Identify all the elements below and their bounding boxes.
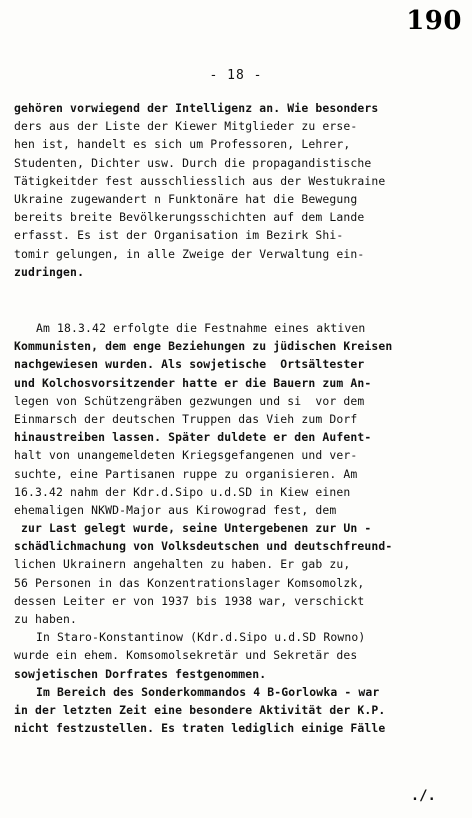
text-line: hinaustreiben lassen. Später duldete er den Aufent- xyxy=(14,430,372,445)
text-line: erfasst. Es ist der Organisation im Bezirk Shi- xyxy=(14,228,344,243)
text-line: Kommunisten, dem enge Beziehungen zu jüdischen Kreisen xyxy=(14,339,393,354)
archive-page-number: 190 xyxy=(406,6,462,36)
text-line: wurde ein ehem. Komsomolsekretär und Sekretär des xyxy=(14,648,358,663)
text-line: ders aus der Liste der Kiewer Mitglieder zu erse- xyxy=(14,119,358,134)
text-line: schädlichmachung von Volksdeutschen und deutschfreund- xyxy=(14,539,393,554)
text-line: Im Bereich des Sonderkommandos 4 B-Gorlowka - war xyxy=(36,684,380,699)
paragraph-arrests xyxy=(14,319,466,737)
text-line: legen von Schützengräben gezwungen und si vor dem xyxy=(14,393,365,408)
text-line: in der letzten Zeit eine besondere Aktivität der K.P. xyxy=(14,702,386,717)
text-line: sowjetischen Dorfrates festgenommen. xyxy=(14,666,267,681)
text-line: Am 18.3.42 erfolgte die Festnahme eines aktiven xyxy=(36,321,366,335)
text-line: Tätigkeitder fest ausschliesslich aus der Westukraine xyxy=(14,173,386,188)
document-page-number: - 18 - xyxy=(209,68,263,83)
text-line: dessen Leiter er von 1937 bis 1938 war, verschickt xyxy=(14,593,365,608)
text-line: zur Last gelegt wurde, seine Untergebenen zur Un - xyxy=(14,521,372,536)
text-line: halt von unangemeldeten Kriegsgefangenen und ver- xyxy=(14,448,358,463)
text-line: gehören vorwiegend der Intelligenz an. Wie besonders xyxy=(14,101,379,115)
paragraph-organisation xyxy=(14,99,466,281)
text-line: Studenten, Dichter usw. Durch die propagandistische xyxy=(14,155,372,170)
text-line: Einmarsch der deutschen Truppen das Vieh zum Dorf xyxy=(14,411,358,426)
text-line: und Kolchosvorsitzender hatte er die Bauern zum An- xyxy=(14,375,372,390)
text-line: 16.3.42 nahm der Kdr.d.Sipo u.d.SD in Kiew einen xyxy=(14,484,351,499)
text-line: 56 Personen in das Konzentrationslager Komsomolzk, xyxy=(14,575,365,590)
text-line: ehemaligen NKWD-Major aus Kirowograd fest, dem xyxy=(14,502,337,517)
continuation-mark: ./. xyxy=(410,788,436,804)
text-line: hen ist, handelt es sich um Professoren, Lehrer, xyxy=(14,137,351,152)
text-line: Ukraine zugewandert n Funktonäre hat die Bewegung xyxy=(14,191,358,206)
text-line: nicht festzustellen. Es traten lediglich einige Fälle xyxy=(14,721,386,736)
text-line: suchte, eine Partisanen ruppe zu organisieren. Am xyxy=(14,466,358,481)
text-line: bereits breite Bevölkerungsschichten auf dem Lande xyxy=(14,210,365,225)
text-line: lichen Ukrainern angehalten zu haben. Er gab zu, xyxy=(14,557,351,572)
text-line: In Staro-Konstantinow (Kdr.d.Sipo u.d.SD Rowno) xyxy=(36,630,366,645)
text-line: tomir gelungen, in alle Zweige der Verwaltung ein- xyxy=(14,246,365,261)
text-line: zu haben. xyxy=(14,612,78,626)
text-line: nachgewiesen wurden. Als sowjetische Ortsältester xyxy=(14,357,365,372)
text-line: zudringen. xyxy=(14,264,85,279)
